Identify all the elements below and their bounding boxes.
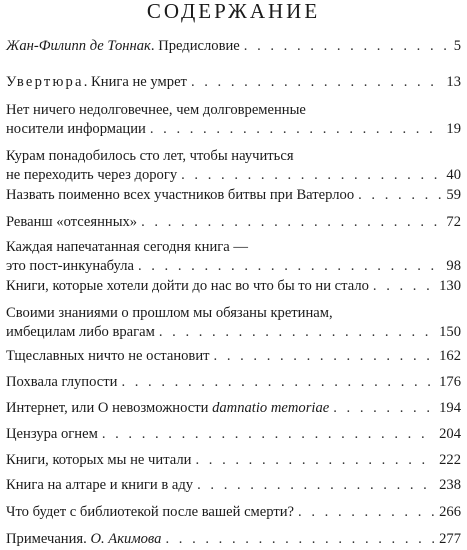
toc-page-number: 238 xyxy=(439,477,461,493)
toc-entry[interactable] xyxy=(6,503,461,522)
toc-page-number: 162 xyxy=(439,348,461,364)
dot-leader xyxy=(141,213,442,232)
dot-leader xyxy=(244,37,450,56)
dot-leader xyxy=(102,425,435,444)
toc-entry-title: носители информации xyxy=(6,121,146,137)
toc-entry-title: Тщеславных ничто не остановит xyxy=(6,348,210,364)
toc-entry-title: Похвала глупости xyxy=(6,374,118,390)
page-title: СОДЕРЖАНИЕ xyxy=(146,0,321,23)
dot-leader xyxy=(298,503,435,522)
toc-entry-title: это пост-инкунабула xyxy=(6,258,134,274)
dot-leader xyxy=(191,73,442,92)
toc-entry-title: Интернет, или О невозможности damnatio memoriae xyxy=(6,400,330,416)
toc-entry[interactable] xyxy=(6,213,461,232)
toc-page-number: 204 xyxy=(439,426,461,442)
toc-entry-title: Книги, которые хотели дойти до нас во что бы то ни стало xyxy=(6,278,369,294)
dot-leader xyxy=(150,120,443,139)
toc-page-number: 5 xyxy=(453,38,461,54)
dot-leader xyxy=(165,530,435,549)
toc-page-number: 98 xyxy=(446,258,461,274)
toc-page-number: 130 xyxy=(439,278,461,294)
toc-entry-title-line: Нет ничего недолговечнее, чем долговременные xyxy=(6,102,306,118)
toc-page-number: 19 xyxy=(446,121,461,137)
toc-page-number: 277 xyxy=(439,531,461,547)
toc-entry[interactable] xyxy=(6,347,461,366)
toc-entry[interactable] xyxy=(6,37,461,56)
toc-entry-title: Что будет с библиотекой после вашей смерти? xyxy=(6,504,295,520)
toc-entry-title: Жан-Филипп де Тоннак. Предисловие xyxy=(6,38,240,54)
toc-entry-title: имбецилам либо врагам xyxy=(6,324,155,340)
toc-entry[interactable] xyxy=(6,304,461,342)
toc-entry-title: Книга на алтаре и книги в аду xyxy=(6,477,194,493)
dot-leader xyxy=(373,277,435,296)
dot-leader xyxy=(138,257,442,276)
toc-page-number: 176 xyxy=(439,374,461,390)
toc-entry-title: Назвать поименно всех участников битвы при Ватерлоо xyxy=(6,187,355,203)
toc-entry-title-line: Курам понадобилось сто лет, чтобы научиться xyxy=(6,148,294,164)
dot-leader xyxy=(197,476,435,495)
toc-entry[interactable] xyxy=(6,147,461,185)
dot-leader xyxy=(159,323,435,342)
toc-entry[interactable] xyxy=(6,399,461,418)
toc-page-number: 40 xyxy=(446,167,461,183)
toc-page-number: 72 xyxy=(446,214,461,230)
toc-page-number: 194 xyxy=(439,400,461,416)
toc-entry[interactable] xyxy=(6,277,461,296)
toc-entry[interactable] xyxy=(6,101,461,139)
dot-leader xyxy=(358,186,442,205)
toc-entry[interactable] xyxy=(6,238,461,276)
toc-entry-title: Книги, которых мы не читали xyxy=(6,452,192,468)
toc-entry[interactable] xyxy=(6,530,461,549)
toc-page-number: 266 xyxy=(439,504,461,520)
toc-entry-title-line: Своими знаниями о прошлом мы обязаны кретинам, xyxy=(6,305,333,321)
toc-page-number: 59 xyxy=(446,187,461,203)
dot-leader xyxy=(121,373,435,392)
dot-leader xyxy=(195,451,435,470)
toc-entry-title: Примечания. О. Акимова xyxy=(6,531,162,547)
toc-entry[interactable] xyxy=(6,476,461,495)
toc-page-number: 13 xyxy=(446,74,461,90)
toc-entry-title-line: Каждая напечатанная сегодня книга — xyxy=(6,239,248,255)
dot-leader xyxy=(333,399,435,418)
dot-leader xyxy=(181,166,442,185)
toc-entry-title: Реванш «отсеянных» xyxy=(6,214,138,230)
toc-page-number: 222 xyxy=(439,452,461,468)
toc-page-number: 150 xyxy=(439,324,461,340)
toc-entry-title: Увертюра. Книга не умрет xyxy=(6,74,187,90)
toc-entry[interactable] xyxy=(6,73,461,92)
toc-entry[interactable] xyxy=(6,186,461,205)
toc-entry-title: не переходить через дорогу xyxy=(6,167,178,183)
dot-leader xyxy=(214,347,436,366)
toc-entry[interactable] xyxy=(6,425,461,444)
toc-entry-title: Цензура огнем xyxy=(6,426,98,442)
toc-entry[interactable] xyxy=(6,373,461,392)
toc-entry[interactable] xyxy=(6,451,461,470)
